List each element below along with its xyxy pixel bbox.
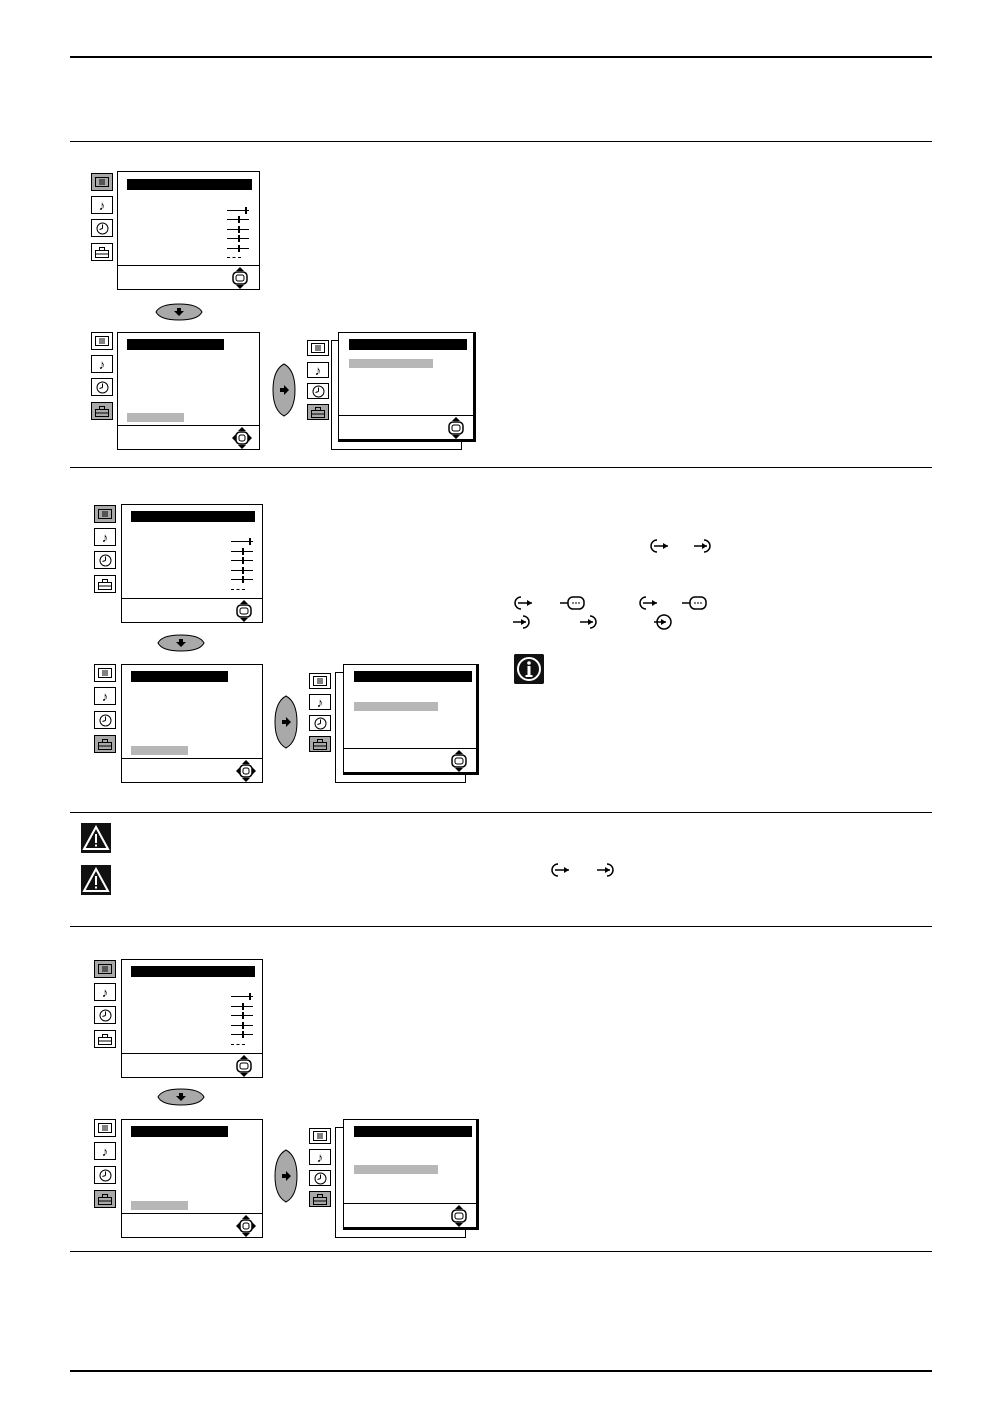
picture-menu-screen <box>121 504 263 623</box>
setup-menu-icon <box>94 575 116 593</box>
highlighted-item <box>131 746 188 755</box>
navigation-pad-icon <box>236 1215 256 1237</box>
navigation-pad-icon <box>236 760 256 782</box>
picture-menu-icon <box>307 340 329 356</box>
setup-menu-icon <box>309 1191 331 1207</box>
sound-menu-icon: ♪ <box>94 1142 116 1160</box>
section-divider <box>70 467 932 468</box>
picture-menu-icon <box>91 332 113 350</box>
down-arrow-button-icon <box>154 1088 208 1106</box>
navigation-pad-icon <box>232 427 252 449</box>
slider-mark <box>227 229 249 230</box>
highlighted-item <box>131 1201 188 1210</box>
rgb-input-symbol-icon <box>560 595 586 611</box>
timer-menu-icon <box>91 378 113 396</box>
sound-menu-icon: ♪ <box>91 355 113 373</box>
slider-mark <box>231 551 253 552</box>
highlighted-item <box>349 359 433 368</box>
setup-menu-icon <box>307 404 329 420</box>
picture-menu-screen <box>117 171 260 290</box>
sound-menu-icon: ♪ <box>307 362 329 378</box>
submenu-screen <box>343 664 479 775</box>
slider-mark <box>227 248 249 249</box>
section-divider <box>70 812 932 813</box>
av-output-symbol-icon <box>637 595 659 611</box>
navigation-pad-icon <box>234 600 254 622</box>
down-arrow-button-icon <box>152 303 206 321</box>
menu-footer <box>344 748 476 749</box>
sound-menu-icon: ♪ <box>309 694 331 710</box>
av-output-symbol-icon <box>549 862 571 878</box>
warning-icon <box>81 865 111 895</box>
slider-mark <box>227 219 249 220</box>
highlighted-item <box>354 702 438 711</box>
picture-menu-icon <box>94 1119 116 1137</box>
highlighted-item <box>354 1165 438 1174</box>
av-output-symbol-icon <box>648 538 670 554</box>
menu-footer <box>339 415 473 416</box>
menu-footer <box>122 1213 262 1214</box>
sound-menu-icon: ♪ <box>94 687 116 705</box>
setup-menu-icon <box>309 736 331 752</box>
av-input-symbol-icon <box>512 614 532 630</box>
slider-mark <box>231 1006 253 1007</box>
av-input-symbol-icon <box>596 862 616 878</box>
menu-title-bar <box>131 671 228 682</box>
timer-menu-icon <box>309 1170 331 1186</box>
timer-menu-icon <box>91 219 113 237</box>
slider-mark <box>231 1015 253 1016</box>
slider-mark <box>231 996 253 997</box>
timer-menu-icon <box>94 1006 116 1024</box>
menu-title-bar <box>127 339 224 350</box>
slider-mark <box>227 238 249 239</box>
slider-mark <box>231 1034 253 1035</box>
submenu-screen <box>338 332 476 442</box>
slider-mark <box>231 541 253 542</box>
menu-title-bar <box>354 1126 472 1137</box>
av-output-symbol-icon <box>512 595 534 611</box>
menu-title-bar <box>131 1126 228 1137</box>
menu-footer <box>118 265 259 266</box>
timer-menu-icon <box>94 1166 116 1184</box>
picture-menu-icon <box>309 673 331 689</box>
top-rule <box>70 56 932 58</box>
menu-footer <box>118 425 259 426</box>
front-input-symbol-icon <box>653 613 673 631</box>
info-icon <box>514 654 544 684</box>
setup-menu-screen <box>121 1119 263 1238</box>
picture-menu-icon <box>94 505 116 523</box>
sound-menu-icon: ♪ <box>309 1149 331 1165</box>
menu-title-bar <box>127 179 252 190</box>
menu-footer <box>344 1203 476 1204</box>
bottom-rule <box>70 1370 932 1372</box>
setup-menu-icon <box>94 1030 116 1048</box>
menu-footer <box>122 1053 262 1054</box>
av-input-symbol-icon <box>693 538 713 554</box>
right-arrow-button-icon <box>274 694 298 750</box>
timer-menu-icon <box>309 715 331 731</box>
sound-menu-icon: ♪ <box>94 983 116 1001</box>
right-arrow-button-icon <box>274 1148 298 1204</box>
setup-menu-icon <box>91 243 113 261</box>
section-divider <box>70 141 932 142</box>
timer-menu-icon <box>307 383 329 399</box>
picture-menu-screen <box>121 959 263 1078</box>
setup-menu-icon <box>91 402 113 420</box>
section-divider <box>70 926 932 927</box>
timer-menu-icon <box>94 551 116 569</box>
slider-mark <box>227 210 249 211</box>
menu-title-bar <box>131 511 255 522</box>
menu-footer <box>122 598 262 599</box>
menu-title-bar <box>354 671 472 682</box>
down-arrow-button-icon <box>154 634 208 652</box>
picture-menu-icon <box>94 664 116 682</box>
setup-menu-screen <box>117 332 260 450</box>
av-input-symbol-icon <box>579 614 599 630</box>
setup-menu-screen <box>121 664 263 783</box>
warning-icon <box>81 823 111 853</box>
section-divider <box>70 1251 932 1252</box>
sound-menu-icon: ♪ <box>91 196 113 214</box>
slider-mark <box>231 1025 253 1026</box>
dotted-mark <box>231 1044 245 1045</box>
dotted-mark <box>231 589 245 590</box>
slider-mark <box>231 560 253 561</box>
navigation-pad-icon <box>449 1205 469 1227</box>
navigation-pad-icon <box>449 750 469 772</box>
picture-menu-icon <box>94 960 116 978</box>
picture-menu-icon <box>309 1128 331 1144</box>
slider-mark <box>231 579 253 580</box>
navigation-pad-icon <box>234 1055 254 1077</box>
right-arrow-button-icon <box>272 362 296 418</box>
menu-title-bar <box>131 966 255 977</box>
setup-menu-icon <box>94 735 116 753</box>
menu-title-bar <box>349 339 467 350</box>
rgb-input-symbol-icon <box>682 595 708 611</box>
submenu-screen <box>343 1119 479 1230</box>
sound-menu-icon: ♪ <box>94 528 116 546</box>
picture-menu-icon <box>91 173 113 191</box>
dotted-mark <box>227 257 241 258</box>
highlighted-item <box>127 413 184 422</box>
setup-menu-icon <box>94 1190 116 1208</box>
menu-footer <box>122 758 262 759</box>
timer-menu-icon <box>94 711 116 729</box>
navigation-pad-icon <box>230 267 250 289</box>
navigation-pad-icon <box>446 417 466 439</box>
slider-mark <box>231 570 253 571</box>
